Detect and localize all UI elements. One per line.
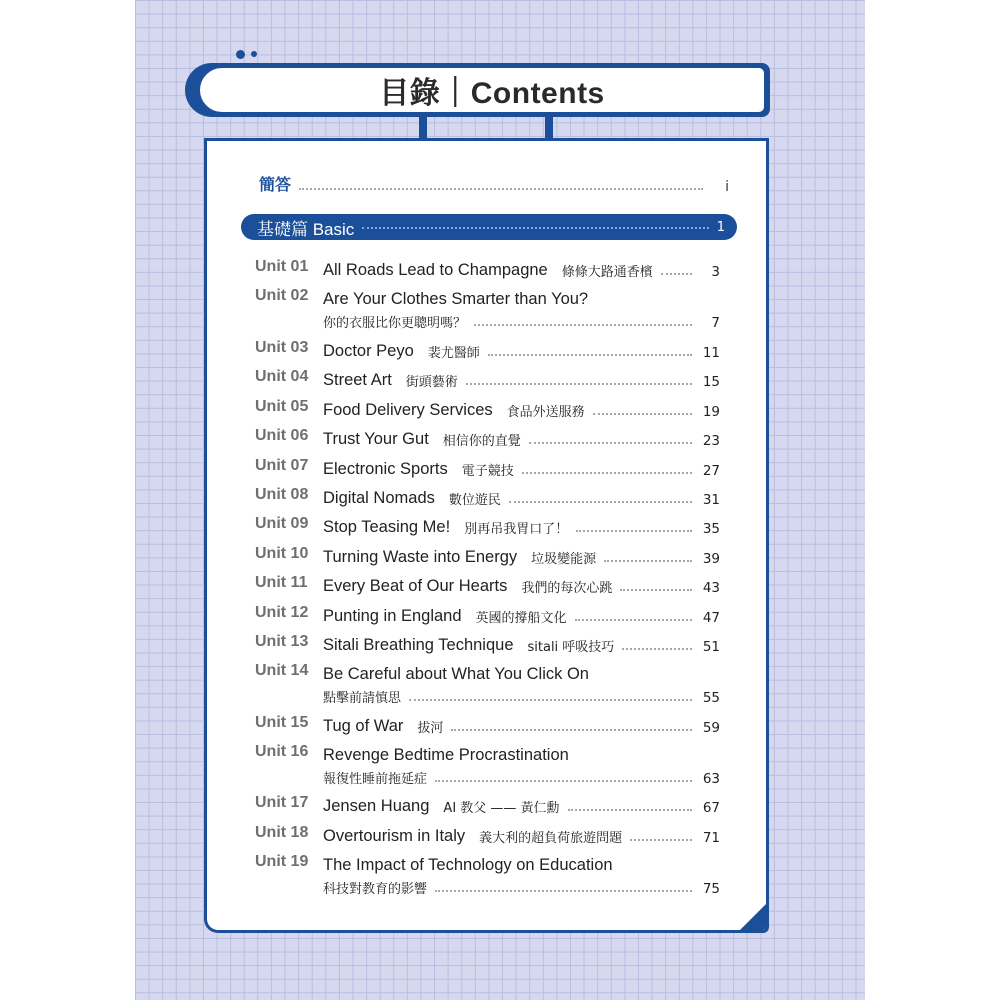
- unit-title-zh: 街頭藝術: [405, 375, 458, 390]
- unit-title-zh: 數位遊民: [448, 493, 501, 508]
- unit-page-number: 15: [702, 374, 720, 390]
- unit-title-zh: 點擊前請慎思: [323, 691, 402, 706]
- entry-line: [323, 875, 720, 897]
- unit-title-en: Are Your Clothes Smarter than You?: [323, 290, 589, 308]
- unit-title-zh: 英國的撐船文化: [475, 611, 567, 626]
- unit-page-number: 59: [702, 720, 720, 736]
- unit-title-zh: 別再吊我胃口了！: [464, 522, 569, 537]
- entry-line: [323, 515, 720, 537]
- toc-entry[interactable]: [255, 794, 720, 818]
- unit-number: Unit 08: [255, 486, 309, 503]
- leader-dots: [451, 729, 692, 731]
- unit-number: Unit 02: [255, 287, 309, 304]
- unit-page-number: 43: [702, 580, 720, 596]
- entry-line: [323, 486, 720, 508]
- unit-title-zh: 報復性睡前拖延症: [323, 772, 428, 787]
- unit-page-number: 63: [702, 771, 720, 787]
- unit-page-number: 39: [702, 551, 720, 567]
- unit-title-en: Sitali Breathing Technique: [323, 636, 514, 654]
- toc-entry[interactable]: [255, 398, 720, 422]
- leader-dots: [435, 890, 692, 892]
- answers-label: 簡答: [259, 175, 292, 194]
- entry-line: [323, 824, 720, 846]
- entry-line: [323, 684, 720, 706]
- unit-number: Unit 11: [255, 574, 308, 591]
- unit-number: Unit 19: [255, 853, 309, 870]
- toc-entry[interactable]: [255, 515, 720, 539]
- toc-entry[interactable]: [255, 604, 720, 628]
- unit-title-en: Electronic Sports: [323, 460, 448, 478]
- unit-title-zh: 義大利的超負荷旅遊問題: [479, 831, 623, 846]
- unit-title-en: Tug of War: [323, 717, 404, 735]
- leader-dots: [522, 472, 692, 474]
- entry-line: [323, 398, 720, 420]
- unit-page-number: 19: [702, 404, 720, 420]
- contents-panel: [204, 138, 769, 933]
- entry-line: [323, 368, 720, 390]
- leader-dots: [630, 839, 692, 841]
- unit-title-en: Digital Nomads: [323, 489, 435, 507]
- unit-page-number: 47: [702, 610, 720, 626]
- unit-page-number: 75: [702, 881, 720, 897]
- section-page: 1: [716, 219, 725, 235]
- entry-line: [323, 662, 720, 684]
- entry-line: [323, 714, 720, 736]
- entry-line: [323, 574, 720, 596]
- entry-line: [323, 545, 720, 567]
- unit-number: Unit 10: [255, 545, 309, 562]
- unit-page-number: 3: [711, 264, 720, 280]
- unit-title-en: Food Delivery Services: [323, 401, 493, 419]
- unit-number: Unit 13: [255, 633, 309, 650]
- toc-entry[interactable]: [255, 258, 720, 282]
- leader-dots: [661, 273, 692, 275]
- leader-dots: [622, 648, 692, 650]
- unit-title-zh: 條條大路通香檳: [561, 265, 653, 280]
- leader-dots: [488, 354, 692, 356]
- toc-entry[interactable]: [255, 457, 720, 481]
- unit-number: Unit 09: [255, 515, 309, 532]
- unit-title-en: The Impact of Technology on Education: [323, 856, 613, 874]
- unit-number: Unit 18: [255, 824, 309, 841]
- toc-entry[interactable]: [255, 662, 720, 708]
- unit-number: Unit 01: [255, 258, 309, 275]
- unit-title-zh: 拔河: [417, 721, 444, 736]
- leader-dots: [575, 619, 692, 621]
- unit-title-en: Revenge Bedtime Procrastination: [323, 746, 569, 764]
- unit-title-en: Doctor Peyo: [323, 342, 414, 360]
- unit-title-en: Be Careful about What You Click On: [323, 665, 589, 683]
- unit-number: Unit 06: [255, 427, 309, 444]
- unit-title-zh: 相信你的直覺: [442, 434, 521, 449]
- leader-dots: [466, 383, 692, 385]
- unit-title-zh: 科技對教育的影響: [323, 882, 428, 897]
- entry-line: [323, 794, 720, 816]
- entry-line: [323, 765, 720, 787]
- toc-entry[interactable]: [255, 427, 720, 451]
- unit-title-zh: sitali 呼吸技巧: [527, 640, 615, 655]
- unit-title-en: Trust Your Gut: [323, 430, 429, 448]
- section-basic-bar[interactable]: [241, 214, 737, 240]
- unit-page-number: 71: [702, 830, 720, 846]
- leader-dots: [509, 501, 692, 503]
- unit-number: Unit 04: [255, 368, 309, 385]
- toc-entry[interactable]: [255, 633, 720, 657]
- entry-line: [323, 853, 720, 875]
- decor-dot-large: [236, 50, 245, 59]
- corner-triangle: [740, 904, 766, 930]
- unit-page-number: 31: [702, 492, 720, 508]
- unit-number: Unit 17: [255, 794, 309, 811]
- unit-page-number: 51: [702, 639, 720, 655]
- entry-line: [323, 743, 720, 765]
- answers-page: i: [725, 179, 729, 195]
- unit-title-en: Jensen Huang: [323, 797, 430, 815]
- unit-title-en: Every Beat of Our Hearts: [323, 577, 508, 595]
- unit-page-number: 27: [702, 463, 720, 479]
- unit-page-number: 55: [702, 690, 720, 706]
- leader-dots: [409, 699, 692, 701]
- entry-line: [323, 287, 720, 309]
- unit-title-zh: 你的衣服比你更聰明嗎？: [323, 316, 467, 331]
- toc-entry[interactable]: [255, 743, 720, 789]
- toc-entry[interactable]: [255, 574, 720, 598]
- entry-line: [323, 427, 720, 449]
- leader-dots: [593, 413, 692, 415]
- toc-entry[interactable]: [255, 824, 720, 848]
- unit-page-number: 7: [711, 315, 720, 331]
- unit-title-en: Punting in England: [323, 607, 462, 625]
- unit-number: Unit 12: [255, 604, 309, 621]
- unit-number: Unit 07: [255, 457, 309, 474]
- toc-entry[interactable]: [255, 545, 720, 569]
- unit-page-number: 23: [702, 433, 720, 449]
- unit-title-zh: 我們的每次心跳: [521, 581, 613, 596]
- toc-entry[interactable]: [255, 339, 720, 363]
- toc-entry[interactable]: [255, 368, 720, 392]
- toc-entry[interactable]: [255, 287, 720, 333]
- toc-entry[interactable]: [255, 714, 720, 738]
- unit-title-zh: 電子競技: [461, 464, 514, 479]
- unit-number: Unit 15: [255, 714, 309, 731]
- unit-number: Unit 05: [255, 398, 309, 415]
- contents-panel-body: [207, 141, 766, 930]
- leader-dots: [529, 442, 692, 444]
- unit-title-zh: AI 教父 —— 黃仁勳: [443, 801, 560, 816]
- leader-dots: [568, 809, 692, 811]
- unit-page-number: 35: [702, 521, 720, 537]
- section-label: 基礎篇 Basic: [257, 219, 355, 239]
- entry-line: [323, 258, 720, 280]
- leader-dots: [362, 227, 708, 229]
- unit-number: Unit 14: [255, 662, 309, 679]
- entry-line: [323, 457, 720, 479]
- page-title: 目錄｜Contents: [379, 77, 605, 110]
- leader-dots: [299, 188, 703, 190]
- toc-entry-answers[interactable]: [259, 171, 729, 195]
- unit-title-en: Turning Waste into Energy: [323, 548, 518, 566]
- unit-title-zh: 垃圾變能源: [531, 552, 597, 567]
- decor-dot-small: [251, 51, 257, 57]
- unit-title-zh: 食品外送服務: [506, 405, 585, 420]
- entry-line: [323, 633, 720, 655]
- leader-dots: [576, 530, 692, 532]
- entry-line: [323, 339, 720, 361]
- unit-title-en: Stop Teasing Me!: [323, 518, 451, 536]
- leader-dots: [604, 560, 692, 562]
- unit-title-en: Overtourism in Italy: [323, 827, 466, 845]
- entry-line: [323, 309, 720, 331]
- unit-title-en: Street Art: [323, 371, 392, 389]
- title-banner: [198, 66, 766, 114]
- unit-number: Unit 03: [255, 339, 309, 356]
- unit-number: Unit 16: [255, 743, 309, 760]
- unit-page-number: 67: [702, 800, 720, 816]
- unit-page-number: 11: [702, 345, 720, 361]
- toc-entry[interactable]: [255, 853, 720, 899]
- unit-title-en: All Roads Lead to Champagne: [323, 261, 548, 279]
- unit-title-zh: 裴尤醫師: [427, 346, 480, 361]
- toc-entry[interactable]: [255, 486, 720, 510]
- leader-dots: [474, 324, 692, 326]
- entry-line: [323, 604, 720, 626]
- leader-dots: [620, 589, 692, 591]
- leader-dots: [435, 780, 692, 782]
